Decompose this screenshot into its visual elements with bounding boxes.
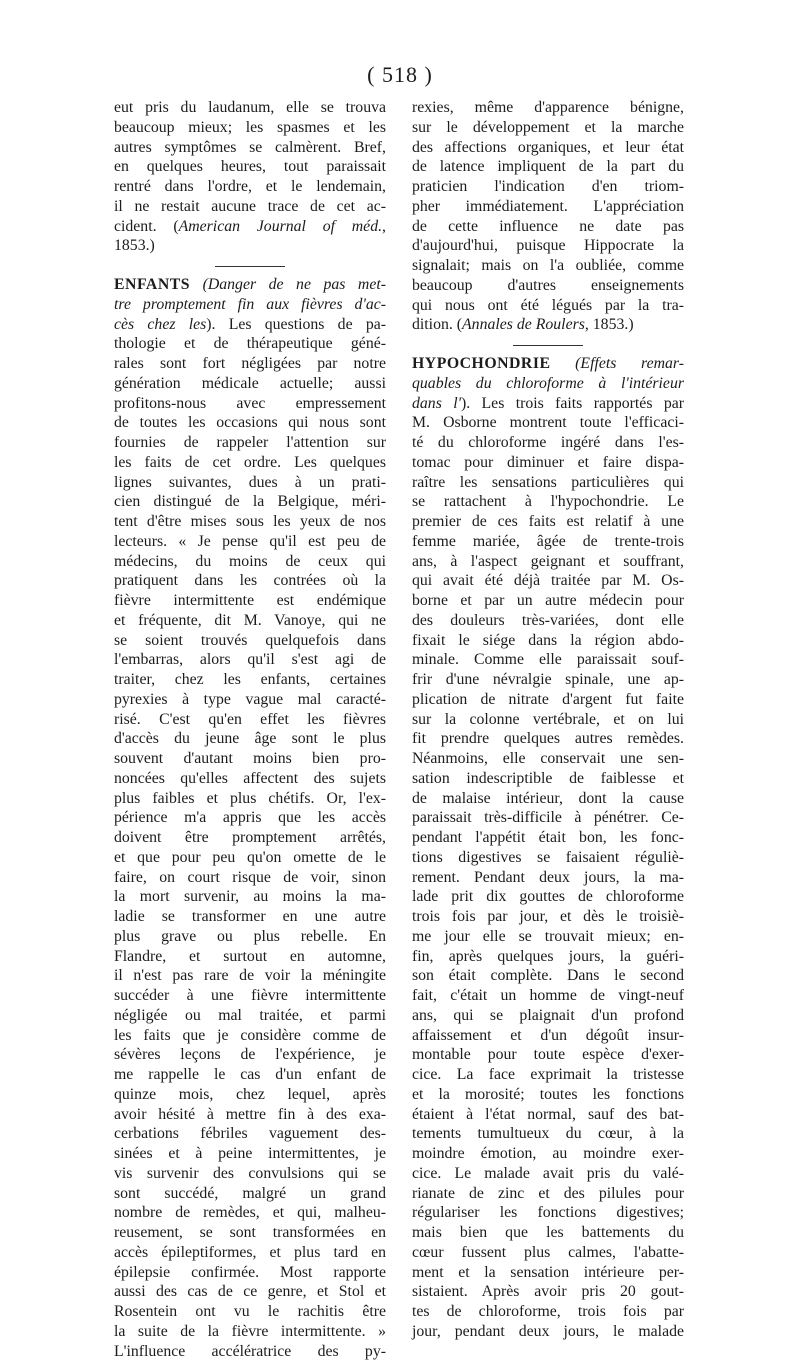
text-line: l'embarras, alors qu'il s'est agi de xyxy=(114,650,386,670)
text-line: jour, pendant deux jours, le malade xyxy=(412,1322,684,1342)
text-line: signalait; mais on l'a oubliée, comme xyxy=(412,256,684,276)
text-line: doivent être promptement arrêtés, xyxy=(114,828,386,848)
enfants-subtitle: (Danger de ne pas met- xyxy=(203,276,386,293)
text-line: se rattachent à l'hypochondrie. Le xyxy=(412,492,684,512)
text-line: négligée ou mal traitée, et parmi xyxy=(114,1006,386,1026)
text-line: cès chez les). Les questions de pa- xyxy=(114,315,386,335)
text-line: vis survenir des convulsions qui se xyxy=(114,1164,386,1184)
italic-text: Annales de Roulers xyxy=(462,316,585,333)
text-line: avoir hésité à mettre fin à des exa- xyxy=(114,1105,386,1125)
text-line: mais bien que les battements du xyxy=(412,1223,684,1243)
text-line: traiter, chez les enfants, certaines xyxy=(114,670,386,690)
text-line: régulariser les fonctions digestives; xyxy=(412,1203,684,1223)
left-para1 xyxy=(114,98,386,256)
text-line: affaissement et d'un dégoût insur- xyxy=(412,1026,684,1046)
text-line: et la morosité; toutes les fonctions xyxy=(412,1085,684,1105)
text-line: rales sont fort négligées par notre xyxy=(114,354,386,374)
text-line: thologie et de thérapeutique géné- xyxy=(114,334,386,354)
text-line: montable pour toute espèce d'exer- xyxy=(412,1045,684,1065)
text-line: sur la colonne vertébrale, et on lui xyxy=(412,710,684,730)
text-line: Néanmoins, elle conservait une sen- xyxy=(412,749,684,769)
text-line: frir d'une névralgie spinale, une ap- xyxy=(412,670,684,690)
text-line: té du chloroforme ingéré dans l'es- xyxy=(412,433,684,453)
text-line: cice. Le malade avait pris du valé- xyxy=(412,1164,684,1184)
enfants-body xyxy=(114,295,386,1361)
text-line: de malaise intérieur, dont la cause xyxy=(412,789,684,809)
enfants-first-line xyxy=(114,275,386,295)
text-line: rexies, même d'apparence bénigne, xyxy=(412,98,684,118)
text-line: cerbations fébriles vaguement des- xyxy=(114,1124,386,1144)
text-line: praticien l'indication d'en triom- xyxy=(412,177,684,197)
text-line: les faits que je considère comme de xyxy=(114,1026,386,1046)
text-line: d'aujourd'hui, puisque Hippocrate la xyxy=(412,236,684,256)
text-line: ans, qui se plaignait d'un profond xyxy=(412,1006,684,1026)
text-line: accès épileptiformes, et plus tard en xyxy=(114,1243,386,1263)
right-column xyxy=(412,98,684,1342)
text-line: eut pris du laudanum, elle se trouva xyxy=(114,98,386,118)
text-line: beaucoup d'autres enseignements xyxy=(412,276,684,296)
text-line: femme mariée, âgée de trente-trois xyxy=(412,532,684,552)
italic-text: cès chez les xyxy=(114,316,206,333)
italic-text: quables du chloroforme à l'intérieur xyxy=(412,375,684,392)
text-line: et fréquente, dit M. Vanoye, qui ne xyxy=(114,611,386,631)
text-line: fit prendre quelques autres remèdes. xyxy=(412,729,684,749)
text-line: autres symptômes se calmèrent. Bref, xyxy=(114,138,386,158)
text-line: des douleurs très-variées, dont elle xyxy=(412,611,684,631)
text-line xyxy=(412,374,684,394)
text-line: d'accès du jeune âge sont le plus xyxy=(114,729,386,749)
text-line: épilepsie confirmée. Most rapporte xyxy=(114,1263,386,1283)
text-line: moindre émotion, au moindre exer- xyxy=(412,1144,684,1164)
text-line: nombre de remèdes, et qui, malheu- xyxy=(114,1203,386,1223)
text-line: aussi des cas de ce genre, et Stol et xyxy=(114,1282,386,1302)
text-line: sation indescriptible de faiblesse et xyxy=(412,769,684,789)
text-line: fièvre intermittente est endémique xyxy=(114,591,386,611)
text-line: il ne restait aucune trace de cet ac- xyxy=(114,197,386,217)
left-column xyxy=(114,98,386,1361)
text-line: de latence impliquent de la part du xyxy=(412,157,684,177)
hypochondrie-article xyxy=(412,354,684,1342)
text-line: tomac pour diminuer et faire dispa- xyxy=(412,453,684,473)
text-line: fournies de rappeler l'attention sur xyxy=(114,433,386,453)
text-line: sinées et à peine intermittentes, je xyxy=(114,1144,386,1164)
text-line: rentré dans l'ordre, et le lendemain, xyxy=(114,177,386,197)
text-line: rianate de zinc et des pilules pour xyxy=(412,1184,684,1204)
text-line: lecteurs. « Je pense qu'il est peu de xyxy=(114,532,386,552)
text-line: pher immédiatement. L'appréciation xyxy=(412,197,684,217)
hypochondrie-body xyxy=(412,374,684,1342)
text-line: fixait le siége dans la région abdo- xyxy=(412,631,684,651)
text-line: risé. C'est qu'en effet les fièvres xyxy=(114,710,386,730)
text-line: borne et par un autre médecin pour xyxy=(412,591,684,611)
text-line: de toutes les occasions qui nous sont xyxy=(114,413,386,433)
text-line: M. Osborne montrent toute l'efficaci- xyxy=(412,413,684,433)
text-line: fait, c'était un homme de vingt-neuf xyxy=(412,986,684,1006)
text-line: beaucoup mieux; les spasmes et les xyxy=(114,118,386,138)
text-line: en quelques heures, tout paraissait xyxy=(114,157,386,177)
section-divider xyxy=(215,266,285,267)
text-line: cice. La face exprimait la tristesse xyxy=(412,1065,684,1085)
text-line: rement. Pendant deux jours, la ma- xyxy=(412,868,684,888)
page-number: ( 518 ) xyxy=(0,62,800,88)
text-line: trois fois par jour, et dès le troisiè- xyxy=(412,907,684,927)
text-line: son était complète. Dans le second xyxy=(412,966,684,986)
text-line: reusement, se sont transformées en xyxy=(114,1223,386,1243)
section-divider xyxy=(513,345,583,346)
text-line: la mort survenir, au moins la ma- xyxy=(114,887,386,907)
text-line: me rappelle le cas d'un enfant de xyxy=(114,1065,386,1085)
enfants-article xyxy=(114,275,386,1361)
text-line: quinze mois, chez lequel, après xyxy=(114,1085,386,1105)
text-line: médecins, du moins de ceux qui xyxy=(114,552,386,572)
text-line: pratiquent dans les contrées où la xyxy=(114,571,386,591)
text-line: raître les sensations particulières qui xyxy=(412,473,684,493)
text-line: dition. (Annales de Roulers, 1853.) xyxy=(412,315,684,335)
text-line: plus grave ou plus rebelle. En xyxy=(114,927,386,947)
text-line: et que pour peu qu'on omette de le xyxy=(114,848,386,868)
right-para1 xyxy=(412,98,684,335)
enfants-heading: ENFANTS xyxy=(114,276,190,293)
text-line: Rosentein ont vu le rachitis être xyxy=(114,1302,386,1322)
italic-text: tre promptement fin aux fièvres d'ac- xyxy=(114,296,386,313)
text-line: sur le développement et la marche xyxy=(412,118,684,138)
text-line: succéder à une fièvre intermittente xyxy=(114,986,386,1006)
text-line: profitons-nous avec empressement xyxy=(114,394,386,414)
text-line: ans, à l'aspect geignant et souffrant, xyxy=(412,552,684,572)
text-line: plus faibles et plus chétifs. Or, l'ex- xyxy=(114,789,386,809)
text-line: pendant l'appétit était bon, les fonc- xyxy=(412,828,684,848)
text-line: me jour elle se trouvait mieux; en- xyxy=(412,927,684,947)
italic-text: dans l' xyxy=(412,395,461,412)
text-line: lignes suivantes, dues à un prati- xyxy=(114,473,386,493)
text-line xyxy=(114,295,386,315)
text-line: il n'est pas rare de voir la méningite xyxy=(114,966,386,986)
text-line: sistaient. Après avoir pris 20 gout- xyxy=(412,1282,684,1302)
text-line: minale. Comme elle paraissait souf- xyxy=(412,650,684,670)
text-line: fin, après quelques jours, la guéri- xyxy=(412,947,684,967)
text-line: pyrexies à type vague mal caracté- xyxy=(114,690,386,710)
text-line: 1853.) xyxy=(114,236,386,256)
text-line: tes de chloroforme, trois fois par xyxy=(412,1302,684,1322)
text-line: faire, on court risque de voir, sinon xyxy=(114,868,386,888)
text-line: de cette influence ne date pas xyxy=(412,217,684,237)
text-line: étaient à l'état normal, sauf des bat- xyxy=(412,1105,684,1125)
text-line: génération médicale actuelle; aussi xyxy=(114,374,386,394)
text-line: Flandre, et surtout en automne, xyxy=(114,947,386,967)
hypochondrie-subtitle: (Effets remar- xyxy=(575,355,684,372)
text-line: tements tumultueux du cœur, à la xyxy=(412,1124,684,1144)
text-line: tent d'être mises sous les yeux de nos xyxy=(114,512,386,532)
text-line: souvent d'autant moins bien pro- xyxy=(114,749,386,769)
text-line: L'influence accélératrice des py- xyxy=(114,1342,386,1361)
text-line: qui avait été déjà traitée par M. Os- xyxy=(412,571,684,591)
text-line: tions digestives se faisaient réguliè- xyxy=(412,848,684,868)
text-line: plication de nitrate d'argent fut faite xyxy=(412,690,684,710)
text-line: cien distingué de la Belgique, méri- xyxy=(114,492,386,512)
text-line: sévères leçons de l'expérience, je xyxy=(114,1045,386,1065)
text-line: cident. (American Journal of méd., xyxy=(114,217,386,237)
text-line: paraissait très-difficile à pénétrer. Ce- xyxy=(412,808,684,828)
text-line: ladie se transformer en une autre xyxy=(114,907,386,927)
text-line: les faits de cet ordre. Les quelques xyxy=(114,453,386,473)
text-line: lade prit dix gouttes de chloroforme xyxy=(412,887,684,907)
italic-text: American Journal of méd. xyxy=(179,218,382,235)
text-line: la suite de la fièvre intermittente. » xyxy=(114,1322,386,1342)
text-line: cœur fussent plus calmes, l'abatte- xyxy=(412,1243,684,1263)
text-line: noncées qu'elles affectent des sujets xyxy=(114,769,386,789)
text-line: des affections organiques, et leur état xyxy=(412,138,684,158)
text-line: se soient trouvés quelquefois dans xyxy=(114,631,386,651)
text-line: dans l'). Les trois faits rapportés par xyxy=(412,394,684,414)
text-line: premier de ces faits est relatif à une xyxy=(412,512,684,532)
hypochondrie-heading: HYPOCHONDRIE xyxy=(412,355,551,372)
text-line: ment et la sensation intérieure per- xyxy=(412,1263,684,1283)
hypo-first-line xyxy=(412,354,684,374)
text-line: périence m'a appris que les accès xyxy=(114,808,386,828)
text-line: qui nous ont été légués par la tra- xyxy=(412,296,684,316)
text-line: sont succédé, malgré un grand xyxy=(114,1184,386,1204)
